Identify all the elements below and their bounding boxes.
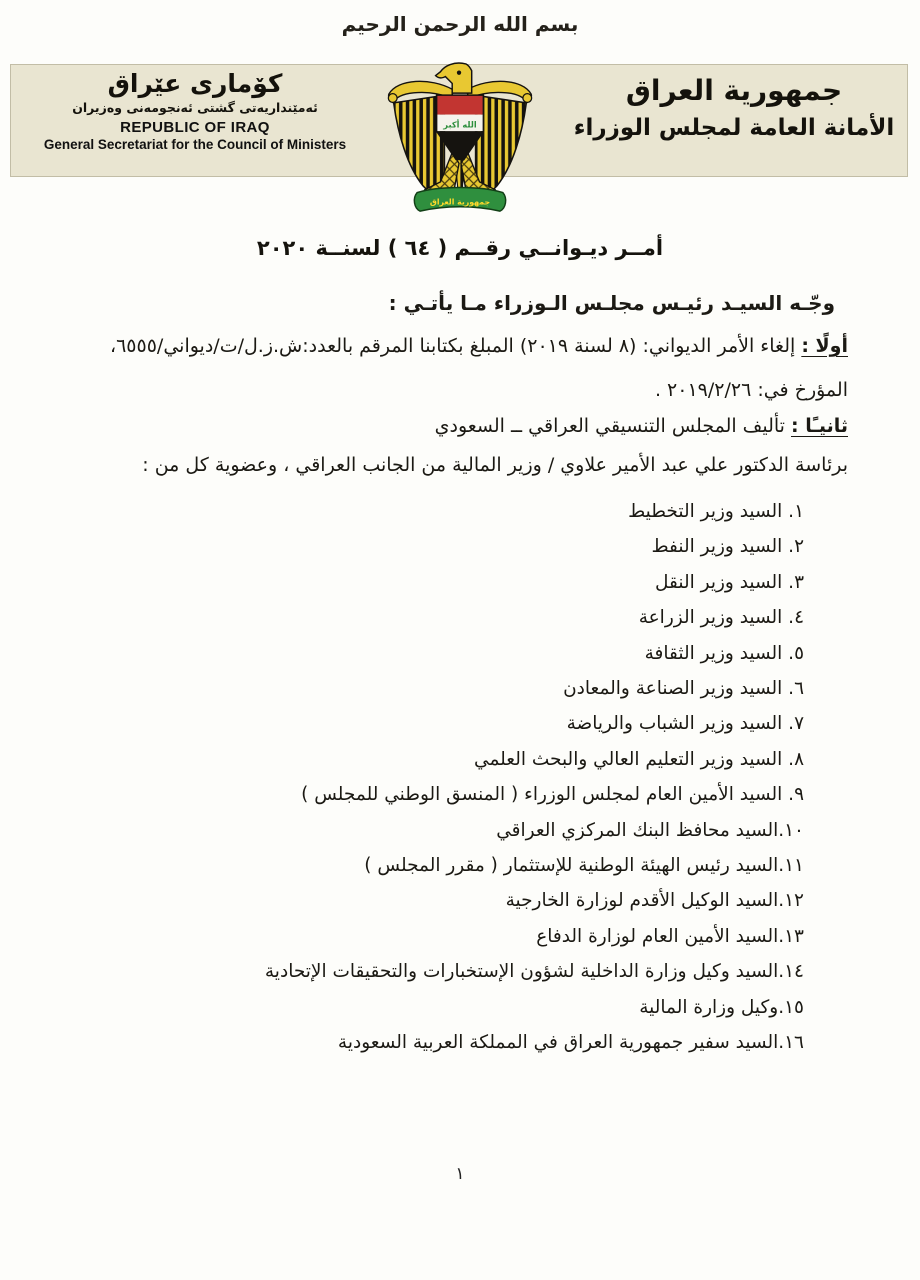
list-item: ٣. السيد وزير النقل	[655, 571, 804, 593]
shield-takbir-text: الله أكبر	[443, 119, 477, 130]
bismillah-calligraphy: بسم الله الرحمن الرحيم	[341, 12, 579, 36]
members-list	[265, 494, 804, 1061]
list-item: ١٣.السيد الأمين العام لوزارة الدفاع	[536, 925, 804, 947]
iraq-coat-of-arms-icon	[382, 62, 538, 214]
first-clause-line1	[110, 335, 848, 357]
wing-tip-curl-right	[523, 94, 532, 103]
second-clause-label: ثانيـًا :	[791, 415, 848, 437]
list-item: ١٦.السيد سفير جمهورية العراق في المملكة العربية السعودية	[337, 1032, 804, 1054]
english-subtitle: General Secretariat for the Council of Ministers	[43, 136, 347, 152]
arabic-subtitle-calligraphy: الأمانة العامة لمجلس الوزراء	[573, 115, 895, 141]
banner-republic-text: جمهورية العراق	[429, 197, 491, 207]
document-title: أمــر ديـوانــي رقــم ( ٦٤ ) لسنــة ٢٠٢٠	[256, 236, 664, 260]
list-item: ٢. السيد وزير النفط	[651, 536, 804, 558]
list-item: ٨. السيد وزير التعليم العالي والبحث العلمي	[474, 748, 804, 770]
first-clause-line2: المؤرخ في: ٢٠١٩/٢/٢٦ .	[654, 379, 848, 401]
kurdish-title: كۆماری عێراق	[107, 69, 283, 98]
flag-red-band	[437, 95, 484, 115]
first-clause-text: إلغاء الأمر الديواني: (٨ لسنة ٢٠١٩) المبلغ بكتابنا المرقم بالعدد:ش.ز.ل/ت/ديواني/٦٥٥٥،	[109, 335, 796, 357]
directive-line: وجّـه السيـد رئيـس مجلـس الـوزراء مـا يأتـي :	[388, 291, 835, 315]
first-clause-label: أولًا :	[801, 335, 848, 357]
list-item: ٩. السيد الأمين العام لمجلس الوزراء ( المنسق الوطني للمجلس )	[301, 784, 804, 806]
chairman-line: برئاسة الدكتور علي عبد الأمير علاوي / وزير المالية من الجانب العراقي ، وعضوية كل من :	[142, 454, 848, 476]
header-left-box	[14, 70, 376, 152]
header-right-box	[560, 74, 908, 141]
list-item: ١٢.السيد الوكيل الأقدم لوزارة الخارجية	[505, 890, 804, 912]
list-item: ١٠.السيد محافظ البنك المركزي العراقي	[496, 819, 804, 841]
list-item: ١١.السيد رئيس الهيئة الوطنية للإستثمار ( مقرر المجلس )	[364, 855, 804, 877]
eagle-eye	[457, 71, 461, 75]
list-item: ١. السيد وزير التخطيط	[628, 501, 804, 522]
arabic-title-calligraphy: جمهورية العراق	[625, 74, 843, 107]
list-item: ٧. السيد وزير الشباب والرياضة	[566, 713, 804, 735]
kurdish-subtitle: ئەمێنداریەتی گشتی ئەنجومەنی وەزیران	[72, 99, 318, 115]
list-item: ٦. السيد وزير الصناعة والمعادن	[563, 678, 804, 700]
list-item: ٥. السيد وزير الثقافة	[644, 642, 804, 664]
second-clause-line	[435, 415, 848, 437]
page-number: ١	[455, 1164, 465, 1184]
wing-tip-curl-left	[388, 94, 397, 103]
list-item: ٤. السيد وزير الزراعة	[638, 607, 804, 629]
second-clause-text: تأليف المجلس التنسيقي العراقي ــ السعودي	[434, 415, 785, 437]
list-item: ١٤.السيد وكيل وزارة الداخلية لشؤون الإستخبارات والتحقيقات الإتحادية	[264, 961, 804, 983]
list-item: ١٥.وكيل وزارة المالية	[639, 996, 804, 1018]
english-title: REPUBLIC OF IRAQ	[120, 118, 270, 136]
